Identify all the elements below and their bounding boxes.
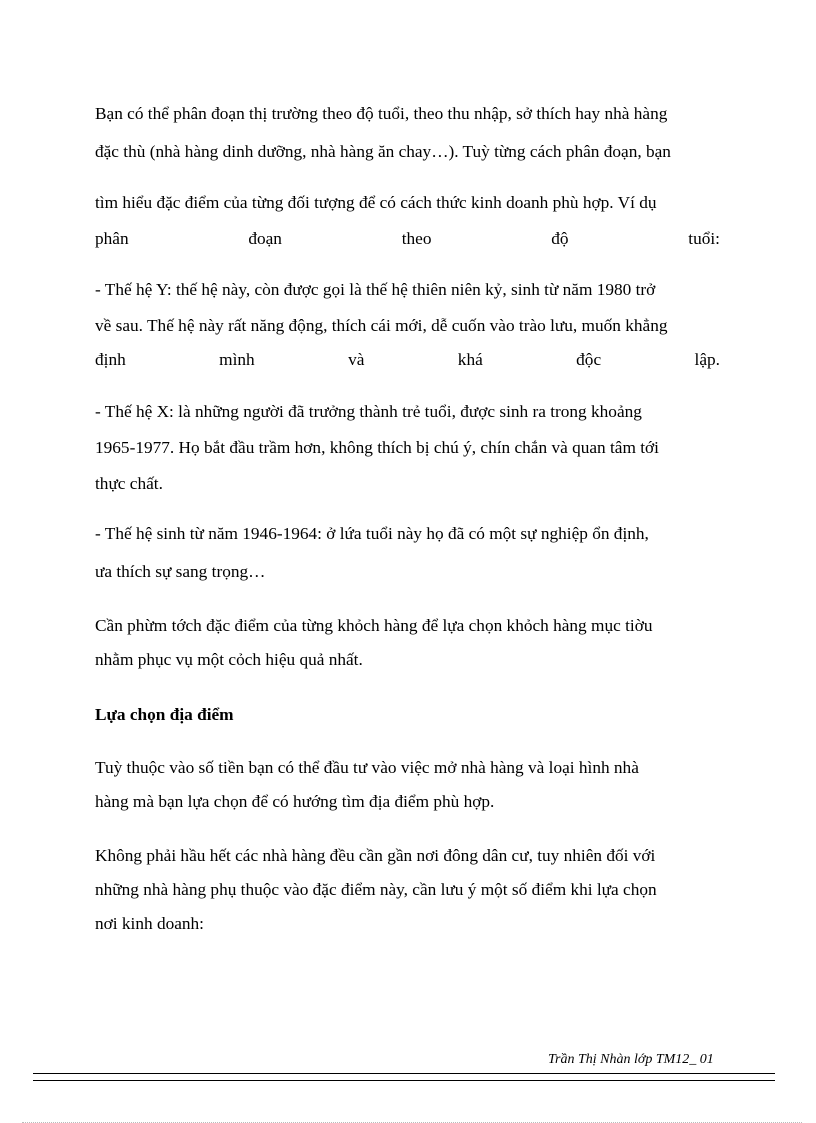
word: theo <box>401 229 432 248</box>
text-line: - Thế hệ sinh từ năm 1946-1964: ở lứa tuổi này họ đã có một sự nghiệp ổn định, <box>95 524 649 543</box>
word: định <box>95 350 126 369</box>
footer-author: Trần Thị Nhàn lớp TM12_ 01 <box>548 1052 714 1067</box>
word: khá <box>457 350 483 369</box>
word: tuổi: <box>688 229 720 248</box>
paragraph-line <box>95 880 720 900</box>
paragraph-line <box>95 474 720 494</box>
paragraph-line <box>95 758 720 778</box>
word: mình <box>219 350 255 369</box>
footer-rule-bottom <box>33 1080 775 1081</box>
word: lập. <box>694 350 720 369</box>
paragraph-line <box>95 650 720 670</box>
heading-text: Lựa chọn địa điểm <box>95 705 234 724</box>
paragraph-line <box>95 914 720 934</box>
word: độ <box>551 229 569 248</box>
text-line: 1965-1977. Họ bắt đầu trầm hơn, không thích bị chú ý, chín chắn và quan tâm tới <box>95 438 659 457</box>
paragraph-line <box>95 402 720 422</box>
word: độc <box>576 350 602 369</box>
text-line: nơi kinh doanh: <box>95 914 204 933</box>
text-line: Tuỳ thuộc vào số tiền bạn có thể đầu tư vào việc mở nhà hàng và loại hình nhà <box>95 758 639 777</box>
paragraph-line <box>95 142 720 162</box>
text-line: đặc thù (nhà hàng dinh dưỡng, nhà hàng ăn chay…). Tuỳ từng cách phân đoạn, bạn <box>95 142 671 161</box>
text-line: về sau. Thế hệ này rất năng động, thích cái mới, dễ cuốn vào trào lưu, muốn khẳng <box>95 316 668 335</box>
text-line: Bạn có thể phân đoạn thị trường theo độ tuổi, theo thu nhập, sở thích hay nhà hàng <box>95 104 668 123</box>
text-line: Cần phừm tớch đặc điểm của từng khỏch hàng để lựa chọn khỏch hàng mục tiờu <box>95 616 653 635</box>
text-line: những nhà hàng phụ thuộc vào đặc điểm này, cần lưu ý một số điểm khi lựa chọn <box>95 880 657 899</box>
paragraph-line <box>95 193 720 213</box>
text-line: nhằm phục vụ một cỏch hiệu quả nhất. <box>95 650 363 669</box>
paragraph-line <box>95 792 720 812</box>
paragraph-line <box>95 846 720 866</box>
word: phân <box>95 229 129 248</box>
paragraph-line <box>95 524 720 544</box>
section-heading <box>95 705 720 725</box>
spread-line <box>95 350 720 370</box>
footer-rule-top <box>33 1073 775 1074</box>
paragraph-line <box>95 562 720 582</box>
text-line: Không phải hầu hết các nhà hàng đều cần gần nơi đông dân cư, tuy nhiên đối với <box>95 846 656 865</box>
paragraph-line <box>95 104 720 124</box>
paragraph-line <box>95 280 720 300</box>
text-line: - Thế hệ Y: thế hệ này, còn được gọi là thế hệ thiên niên kỷ, sinh từ năm 1980 trở <box>95 280 656 299</box>
paragraph-line <box>95 438 720 458</box>
paragraph-line <box>95 316 720 336</box>
text-line: thực chất. <box>95 474 163 493</box>
text-line: ưa thích sự sang trọng… <box>95 562 266 581</box>
text-line: - Thế hệ X: là những người đã trưởng thành trẻ tuổi, được sinh ra trong khoảng <box>95 402 642 421</box>
word: và <box>348 350 365 369</box>
text-line: hàng mà bạn lựa chọn để có hướng tìm địa điểm phù hợp. <box>95 792 495 811</box>
paragraph-line <box>95 616 720 636</box>
word: đoạn <box>248 229 282 248</box>
spread-line <box>95 229 720 249</box>
text-line: tìm hiểu đặc điểm của từng đối tượng để có cách thức kinh doanh phù hợp. Ví dụ <box>95 193 657 212</box>
